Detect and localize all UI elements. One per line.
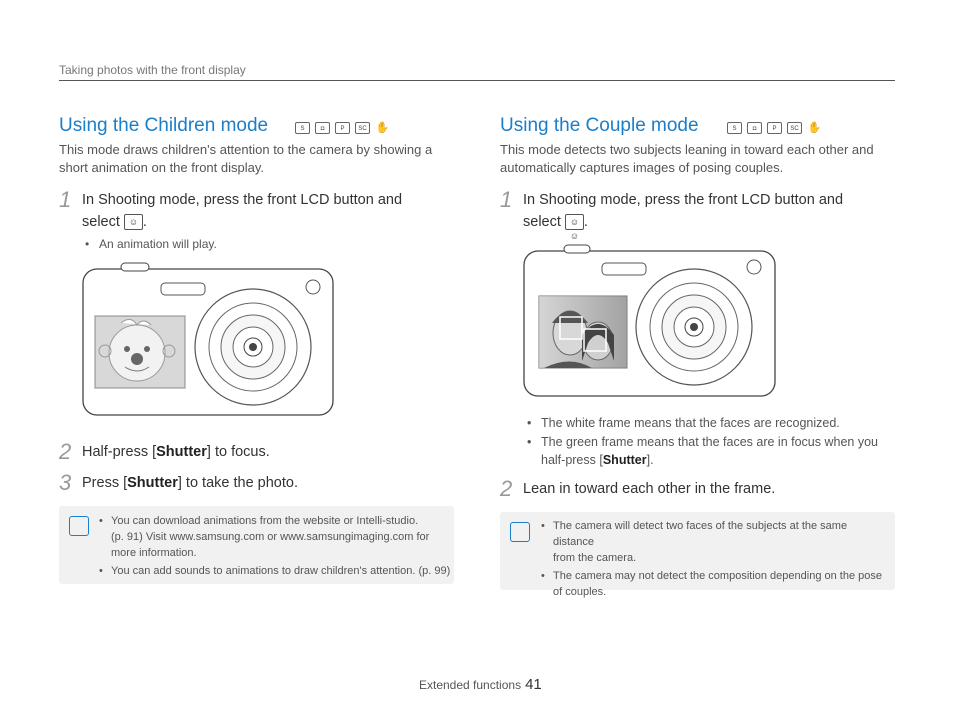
shutter-key: Shutter bbox=[156, 444, 207, 460]
note-item: • You can add sounds to animations to draw children's attention. (p. 99) bbox=[111, 563, 451, 579]
children-mode-icon: ☺ bbox=[124, 214, 143, 230]
step-select-label: select bbox=[82, 214, 120, 230]
note-line: from the camera. bbox=[553, 552, 637, 564]
note-list bbox=[111, 513, 451, 581]
step2-pre: Half-press [ bbox=[82, 444, 157, 460]
step-text-select: select ☺☺. bbox=[523, 214, 588, 242]
shutter-key: Shutter bbox=[602, 453, 647, 467]
couple-step-1 bbox=[523, 189, 844, 242]
couple-bullet-1: • The white frame means that the faces are recognized. bbox=[541, 414, 840, 432]
dual-is-icon: ✋ bbox=[807, 122, 822, 134]
camera-couple-illustration bbox=[522, 243, 778, 399]
couple-step-2: Lean in toward each other in the frame. bbox=[523, 481, 776, 497]
note-list bbox=[553, 518, 888, 602]
bullet-pre: half-press [ bbox=[541, 453, 603, 467]
couple-mode-icon: ☺☺ bbox=[565, 214, 584, 230]
step3-post: ] to take the photo. bbox=[177, 475, 298, 491]
footer-section: Extended functions bbox=[419, 678, 522, 692]
step-text: In Shooting mode, press the front LCD button and bbox=[82, 192, 403, 208]
note-line: • You can download animations from the website or Intelli-studio. bbox=[111, 515, 419, 527]
couple-bullet-2 bbox=[541, 433, 878, 469]
children-step-2 bbox=[82, 441, 270, 463]
note-line: of couples. bbox=[553, 586, 607, 598]
note-line: (p. 91) Visit www.samsung.com or www.samsungimaging.com for bbox=[111, 531, 430, 543]
bullet-line bbox=[541, 451, 878, 469]
couple-mode-icons bbox=[727, 122, 822, 134]
step-number: 1 bbox=[59, 187, 72, 212]
step-number: 2 bbox=[59, 439, 72, 464]
program-icon: P bbox=[767, 122, 782, 134]
camera-icon: ◘ bbox=[315, 122, 330, 134]
note-line: more information. bbox=[111, 547, 197, 559]
step-text-select: select ☺ . bbox=[82, 214, 147, 230]
children-step-3 bbox=[82, 472, 298, 494]
note-line: • The camera will detect two faces of the subjects at the same distance bbox=[553, 520, 848, 548]
scene-icon: SC bbox=[355, 122, 370, 134]
children-step-1 bbox=[82, 189, 402, 233]
children-step-1-bullet: • An animation will play. bbox=[99, 235, 217, 253]
note-item bbox=[553, 568, 888, 600]
note-icon bbox=[510, 522, 530, 542]
program-icon: P bbox=[335, 122, 350, 134]
step-text: In Shooting mode, press the front LCD button and bbox=[523, 192, 844, 208]
note-icon bbox=[69, 516, 89, 536]
shutter-key: Shutter bbox=[127, 475, 178, 491]
bullet-post: ]. bbox=[646, 453, 654, 467]
couple-note-box bbox=[500, 512, 895, 598]
step-number: 3 bbox=[59, 470, 72, 495]
children-mode-title: Using the Children mode bbox=[59, 115, 269, 136]
smart-auto-icon: S bbox=[727, 122, 742, 134]
page-footer bbox=[419, 676, 542, 693]
camera-children-illustration bbox=[81, 261, 336, 418]
note-item bbox=[553, 518, 888, 566]
children-note-box bbox=[59, 506, 454, 584]
children-mode-description: This mode draws children's attention to the camera by showing a short animation on the front display. bbox=[59, 142, 433, 175]
note-item bbox=[111, 513, 451, 561]
step3-pre: Press [ bbox=[82, 475, 128, 491]
couple-mode-description: This mode detects two subjects leaning in toward each other and automatically captures images of posing couples. bbox=[500, 142, 874, 175]
children-mode-icons bbox=[295, 122, 390, 134]
dual-is-icon: ✋ bbox=[375, 122, 390, 134]
step-number: 2 bbox=[500, 476, 513, 501]
camera-icon: ◘ bbox=[747, 122, 762, 134]
step-select-label: select bbox=[523, 214, 561, 230]
bullet-line: • The green frame means that the faces are in focus when you bbox=[541, 435, 878, 449]
step2-post: ] to focus. bbox=[206, 444, 270, 460]
page-number: 41 bbox=[525, 676, 542, 693]
step-number: 1 bbox=[500, 187, 513, 212]
scene-icon: SC bbox=[787, 122, 802, 134]
running-header: Taking photos with the front display bbox=[59, 63, 246, 77]
header-divider bbox=[59, 80, 895, 81]
note-line: • The camera may not detect the composition depending on the pose bbox=[553, 570, 882, 582]
smart-auto-icon: S bbox=[295, 122, 310, 134]
couple-mode-title: Using the Couple mode bbox=[500, 115, 699, 136]
